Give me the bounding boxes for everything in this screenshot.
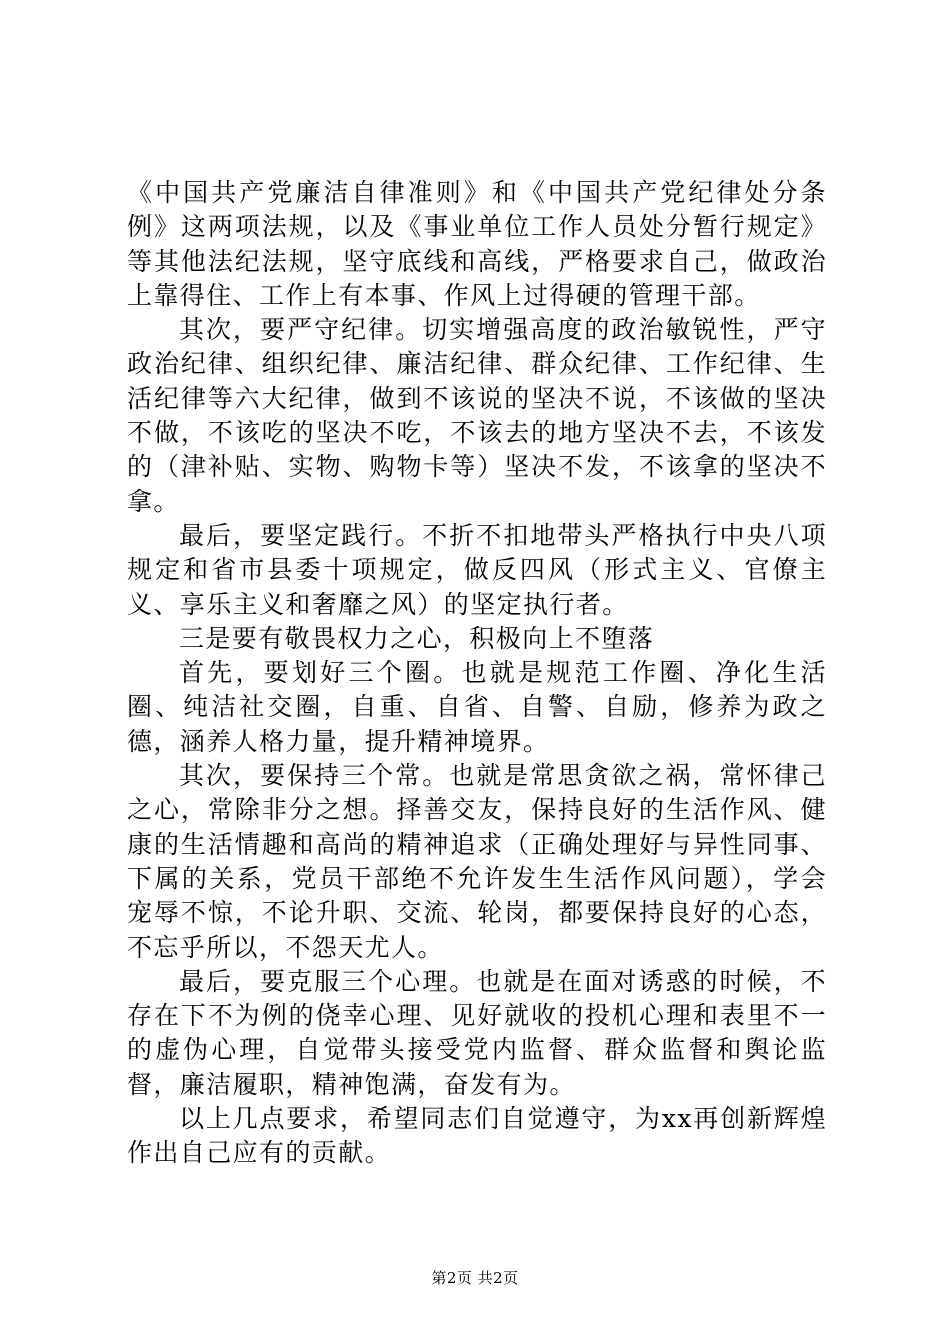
paragraph-firm-practice: 最后，要坚定践行。不折不扣地带头严格执行中央八项规定和省市县委十项规定，做反四风（形式主义、官僚主义、享乐主义和奢靡之风）的坚定执行者。 (127, 520, 827, 619)
paragraph-three-constants: 其次，要保持三个常。也就是常思贪欲之祸，常怀律己之心，常除非分之想。择善交友，保持良好的生活作风、健康的生活情趣和高尚的精神追求（正确处理好与异性同事、下属的关系，党员干部绝不允许发生生活作风问题），学会宠辱不惊，不论升职、交流、轮岗，都要保持良好的心态，不忘乎所以，不怨天尤人。 (127, 761, 827, 962)
page-footer: 第2页 共2页 (431, 1269, 519, 1287)
paragraph-closing: 以上几点要求，希望同志们自觉遵守，为xx再创新辉煌作出自己应有的贡献。 (127, 1104, 827, 1168)
paragraph-strict-discipline: 其次，要严守纪律。切实增强高度的政治敏锐性，严守政治纪律、组织纪律、廉洁纪律、群众纪律、工作纪律、生活纪律等六大纪律，做到不该说的坚决不说，不该做的坚决不做，不该吃的坚决不吃，不该去的地方坚决不去，不该发的（津补贴、实物、购物卡等）坚决不发，不该拿的坚决不拿。 (127, 315, 827, 516)
document-body (127, 176, 827, 1171)
section-heading-three: 三是要有敬畏权力之心，积极向上不堕落 (179, 623, 655, 653)
paragraph-three-circles: 首先，要划好三个圈。也就是规范工作圈、净化生活圈、纯洁社交圈，自重、自省、自警、自励，修养为政之德，涵养人格力量，提升精神境界。 (127, 658, 827, 756)
paragraph-three-mentalities: 最后，要克服三个心理。也就是在面对诱惑的时候，不存在下不为例的侥幸心理、见好就收的投机心理和表里不一的虚伪心理，自觉带头接受党内监督、群众监督和舆论监督，廉洁履职，精神饱满，奋发有为。 (127, 966, 827, 1099)
paragraph-continuation: 《中国共产党廉洁自律准则》和《中国共产党纪律处分条例》这两项法规，以及《事业单位工作人员处分暂行规定》等其他法纪法规，坚守底线和高线，严格要求自己，做政治上靠得住、工作上有本事、作风上过得硬的管理干部。 (127, 178, 827, 310)
